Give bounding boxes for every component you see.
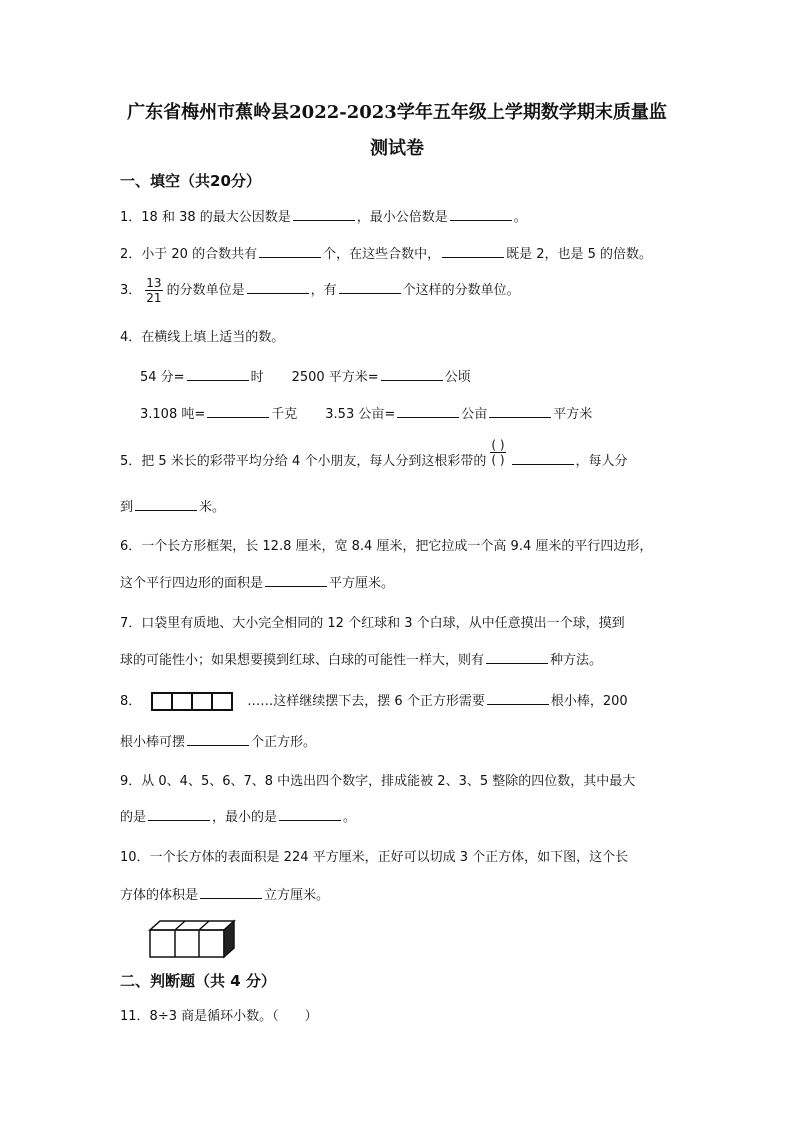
answer-blank[interactable] xyxy=(247,279,309,294)
question-2: 2．小于 20 的合数共有 个，在这些合数中， 既是 2，也是 5 的倍数。 xyxy=(120,243,652,262)
answer-blank[interactable] xyxy=(381,366,443,381)
question-4-row1: 54 分= 时 2500 平方米= 公顷 xyxy=(140,366,471,385)
answer-blank[interactable] xyxy=(187,366,249,381)
answer-blank[interactable] xyxy=(397,403,459,418)
answer-blank[interactable] xyxy=(265,572,327,587)
question-5-line1: 5．把 5 米长的彩带平均分给 4 个小朋友，每人分到这根彩带的 $\frac{( )}{( )}$ ，每人分 xyxy=(120,438,628,469)
question-1: 1．18 和 38 的最大公因数是 ，最小公倍数是 。 xyxy=(120,206,527,225)
matchstick-squares-figure xyxy=(151,692,233,712)
question-8-line1: 8． ……这样继续摆下去，摆 6 个正方形需要 根小棒，200 xyxy=(120,690,628,712)
answer-blank[interactable] xyxy=(450,206,512,221)
answer-blank[interactable] xyxy=(486,649,548,664)
question-9-line1: 9．从 0、4、5、6、7、8 中选出四个数字，排成能被 2、3、5 整除的四位数，其中最大 xyxy=(120,774,636,789)
question-10-line2: 方体的体积是 立方厘米。 xyxy=(120,884,329,903)
answer-blank[interactable] xyxy=(148,806,210,821)
fraction-blank[interactable]: $\frac{( )}{( )}$ xyxy=(491,438,505,467)
answer-blank[interactable] xyxy=(487,690,549,705)
three-cubes-figure xyxy=(148,918,238,960)
question-11: 11．8÷3 商是循环小数。（ ） xyxy=(120,1009,318,1024)
answer-blank[interactable] xyxy=(489,403,551,418)
question-6-line2: 这个平行四边形的面积是 平方厘米。 xyxy=(120,572,394,591)
question-5-line2: 到 米。 xyxy=(120,496,225,515)
page-title-line1: 广东省梅州市蕉岭县2022-2023学年五年级上学期数学期末质量监 xyxy=(127,102,667,123)
answer-blank[interactable] xyxy=(279,806,341,821)
question-7-line2: 球的可能性小；如果想要摸到红球、白球的可能性一样大，则有 种方法。 xyxy=(120,649,602,668)
question-6-line1: 6．一个长方形框架，长 12.8 厘米，宽 8.4 厘米，把它拉成一个高 9.4 厘米的平行四边形， xyxy=(120,539,653,554)
answer-blank[interactable] xyxy=(259,243,321,258)
question-7-line1: 7．口袋里有质地、大小完全相同的 12 个红球和 3 个白球，从中任意摸出一个球，摸到 xyxy=(120,616,625,631)
answer-blank[interactable] xyxy=(200,884,262,899)
fraction-13-21: $\frac{13}{21}$ xyxy=(146,276,162,305)
answer-blank[interactable] xyxy=(135,496,197,511)
answer-blank[interactable] xyxy=(187,731,249,746)
question-4-heading: 4．在横线上填上适当的数。 xyxy=(120,330,285,345)
question-10-line1: 10．一个长方体的表面积是 224 平方厘米，正好可以切成 3 个正方体，如下图，这个长 xyxy=(120,850,629,865)
answer-blank[interactable] xyxy=(339,279,401,294)
answer-blank[interactable] xyxy=(293,206,355,221)
question-4-row2: 3.108 吨= 千克 3.53 公亩= 公亩 平方米 xyxy=(140,403,592,422)
page-title-line2: 测试卷 xyxy=(370,138,424,159)
answer-blank[interactable] xyxy=(512,450,574,465)
question-9-line2: 的是 ，最小的是 。 xyxy=(120,806,356,825)
section2-heading: 二、判断题（共 4 分） xyxy=(120,972,276,990)
answer-blank[interactable] xyxy=(442,243,504,258)
question-8-line2: 根小棒可摆 个正方形。 xyxy=(120,731,316,750)
question-3: 3． $\frac{13}{21}$ 的分数单位是 ，有 个这样的分数单位。 xyxy=(120,276,520,305)
section1-heading: 一、填空（共20分） xyxy=(120,172,261,190)
answer-blank[interactable] xyxy=(207,403,269,418)
